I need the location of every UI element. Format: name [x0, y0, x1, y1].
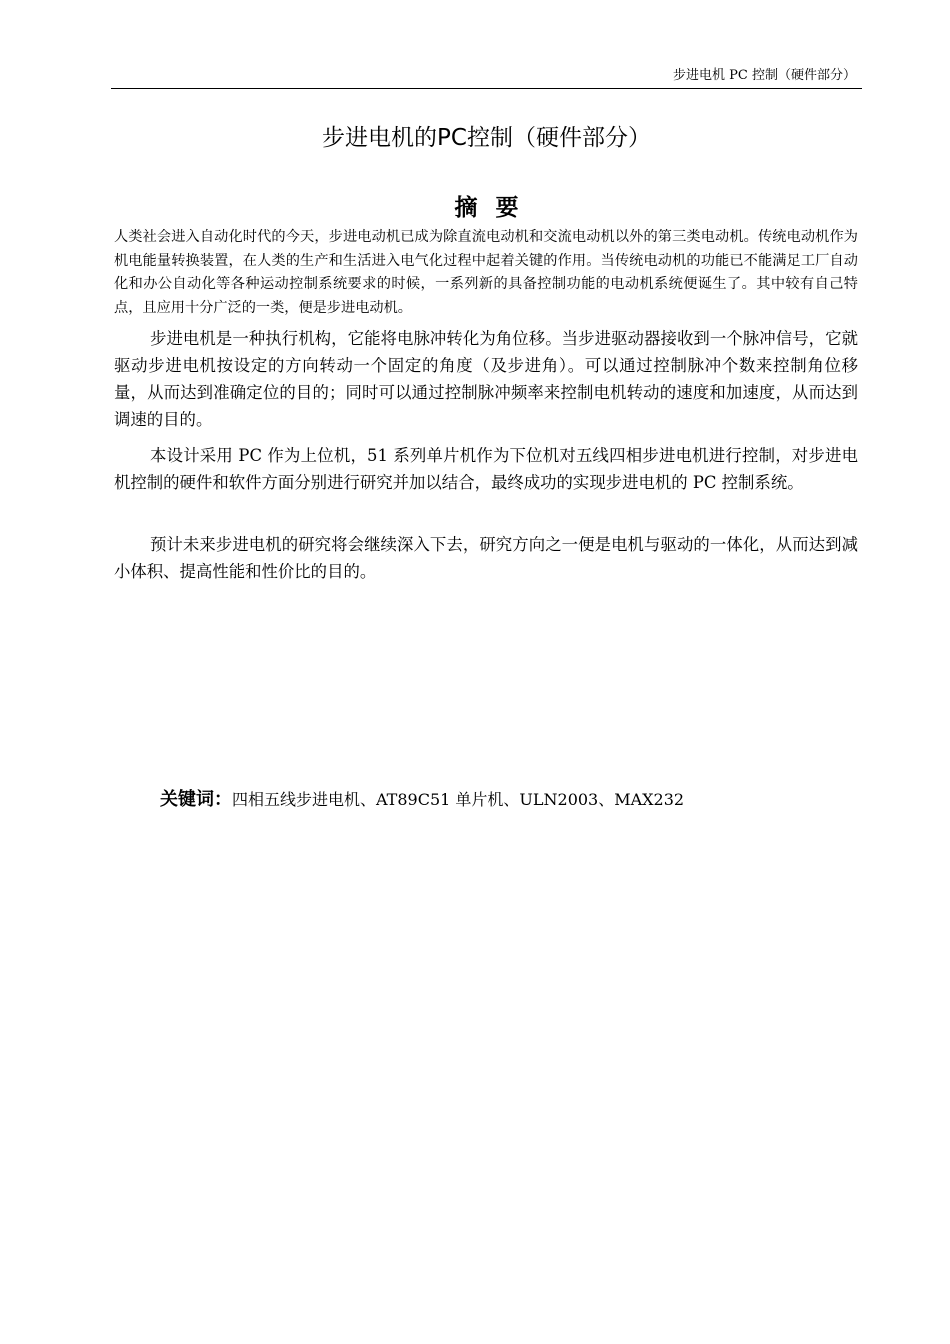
page-header: [111, 66, 862, 89]
keywords-value: 四相五线步进电机、AT89C51 单片机、ULN2003、MAX232: [232, 790, 685, 809]
keywords-label: 关键词：: [160, 789, 232, 810]
abstract-heading: 摘要: [454, 195, 537, 221]
abstract-paragraph-1: 人类社会进入自动化时代的今天，步进电动机已成为除直流电动机和交流电动机以外的第三类电动机。传统电动机作为机电能量转换装置，在人类的生产和生活进入电气化过程中起着关键的作用。当传统电动机的功能已不能满足工厂自动化和办公自动化等各种运动控制系统要求的时候，一系列新的具备控制功能的电动机系统便诞生了。其中较有自己特点，且应用十分广泛的一类，便是步进电动机。: [114, 229, 858, 316]
abstract-paragraph-2: 步进电机是一种执行机构，它能将电脉冲转化为角位移。当步进驱动器接收到一个脉冲信号，它就驱动步进电机按设定的方向转动一个固定的角度（及步进角）。可以通过控制脉冲个数来控制角位移量，从而达到准确定位的目的；同时可以通过控制脉冲频率来控制电机转动的速度和加速度，从而达到调速的目的。: [114, 329, 858, 429]
keywords-line: [160, 787, 684, 813]
abstract-paragraph-3: 本设计采用 PC 作为上位机，51 系列单片机作为下位机对五线四相步进电机进行控制，对步进电机控制的硬件和软件方面分别进行研究并加以结合，最终成功的实现步进电机的 PC 控制系统。: [114, 446, 858, 492]
running-title: 步进电机 PC 控制（硬件部分）: [673, 68, 856, 83]
abstract-paragraph-4: 预计未来步进电机的研究将会继续深入下去，研究方向之一便是电机与驱动的一体化，从而达到减小体积、提高性能和性价比的目的。: [114, 535, 858, 581]
document-title: 步进电机的PC控制（硬件部分）: [322, 125, 651, 151]
